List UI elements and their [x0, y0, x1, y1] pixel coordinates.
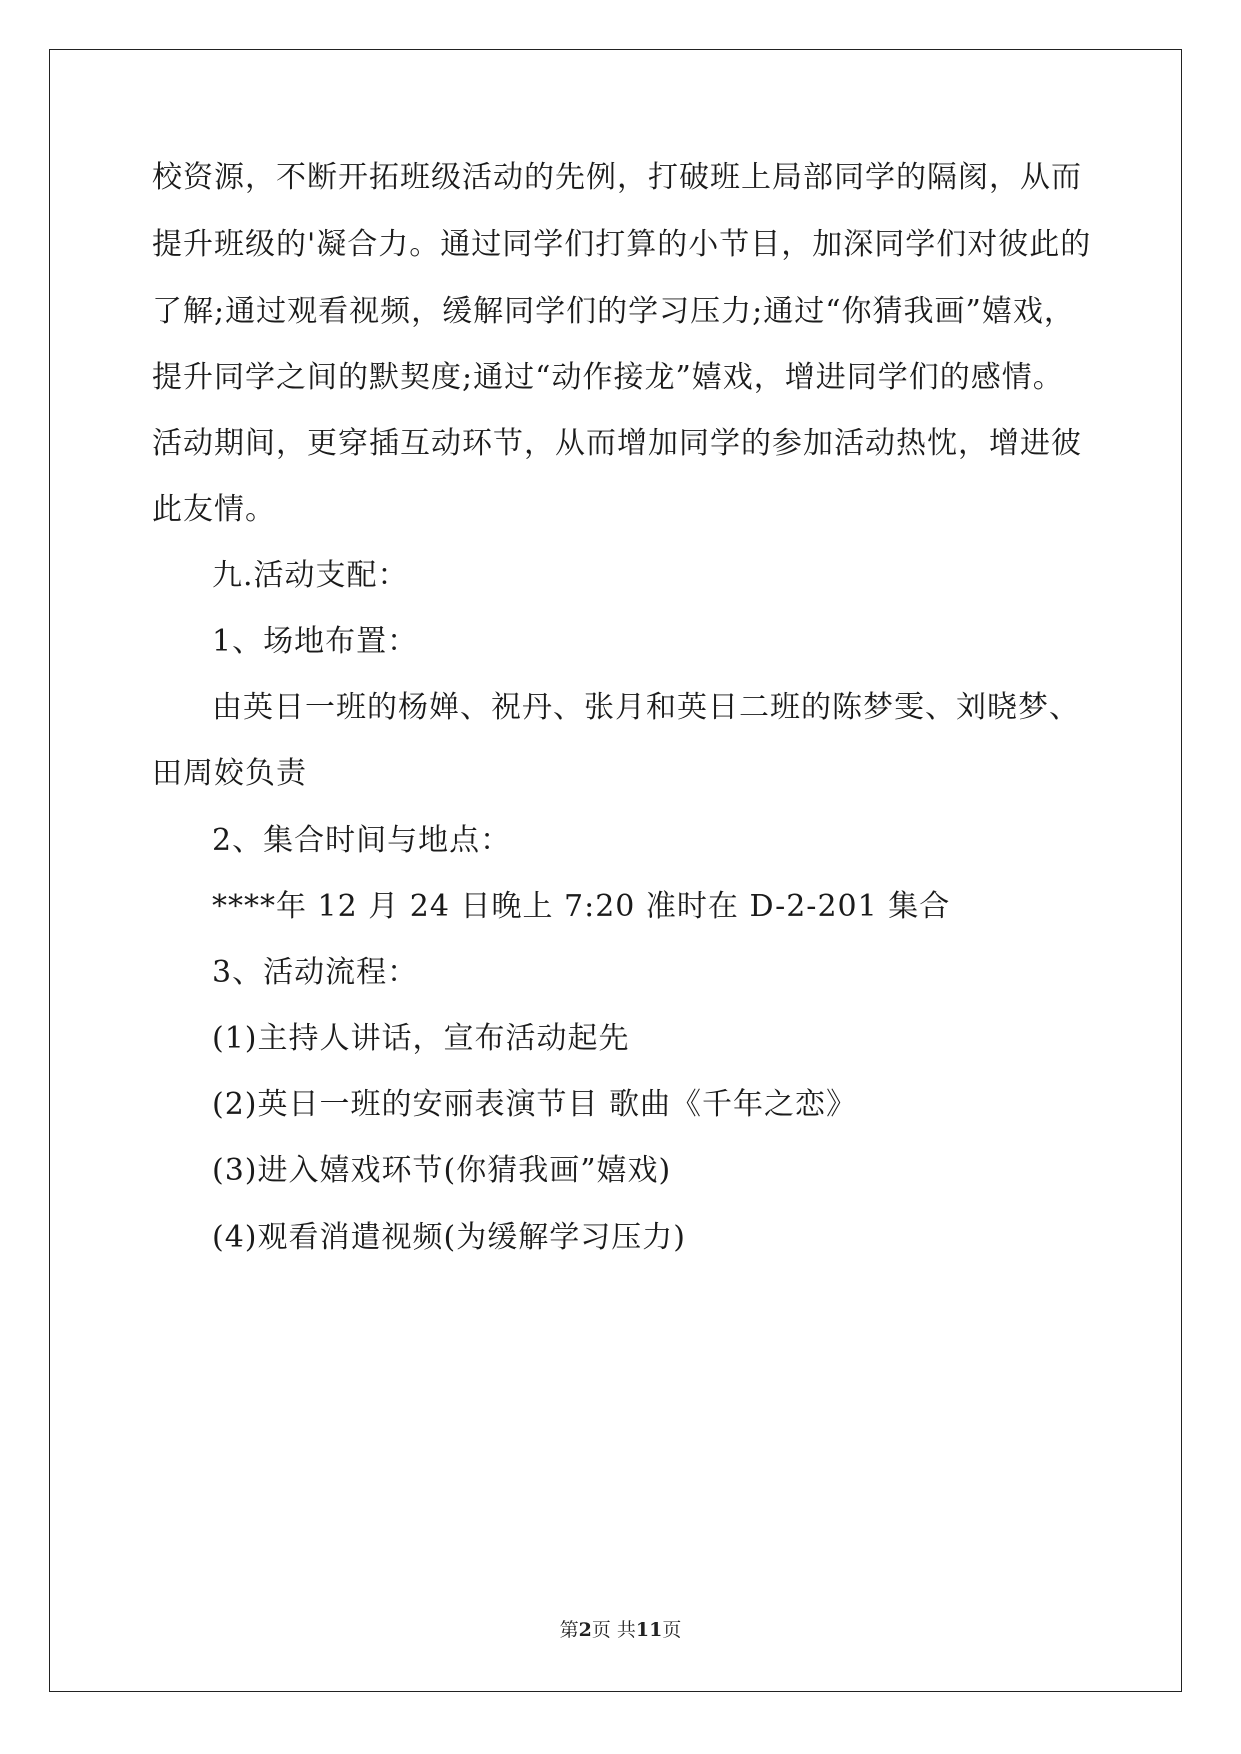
- paragraph-line: 活动期间，更穿插互动环节，从而增加同学的参加活动热忱，增进彼: [152, 426, 1082, 461]
- subsection-heading: 2、集合时间与地点：: [212, 823, 512, 858]
- list-item: (3)进入嬉戏环节(你猜我画”嬉戏): [212, 1153, 672, 1188]
- paragraph-line: 由英日一班的杨婵、祝丹、张月和英日二班的陈梦雯、刘晓梦、: [212, 690, 1080, 725]
- list-item: (1)主持人讲话，宣布活动起先: [212, 1021, 630, 1056]
- paragraph-line: 提升班级的'凝合力。通过同学们打算的小节目，加深同学们对彼此的: [152, 227, 1092, 262]
- footer-total-pages: 11: [635, 1619, 663, 1641]
- subsection-heading: 1、场地布置：: [212, 624, 419, 659]
- paragraph-line: ****年 12 月 24 日晚上 7:20 准时在 D-2-201 集合: [212, 889, 951, 924]
- footer-suffix: 页: [662, 1619, 682, 1641]
- paragraph-line: 此友情。: [152, 492, 276, 527]
- paragraph-line: 提升同学之间的默契度;通过“动作接龙”嬉戏，增进同学们的感情。: [152, 360, 1064, 395]
- list-item: (4)观看消遣视频(为缓解学习压力): [212, 1220, 686, 1255]
- subsection-heading: 3、活动流程：: [212, 955, 419, 990]
- section-heading: 九.活动支配：: [212, 558, 409, 593]
- footer-prefix: 第: [559, 1619, 579, 1641]
- paragraph-line: 了解;通过观看视频，缓解同学们的学习压力;通过“你猜我画”嬉戏，: [152, 294, 1075, 329]
- footer-page-number: 2: [578, 1619, 592, 1641]
- page-footer: [0, 1618, 1241, 1642]
- list-item: (2)英日一班的安丽表演节目 歌曲《千年之恋》: [212, 1087, 858, 1122]
- paragraph-line: 校资源，不断开拓班级活动的先例，打破班上局部同学的隔阂，从而: [152, 160, 1082, 195]
- footer-middle: 页 共: [591, 1619, 636, 1641]
- paragraph-line: 田周姣负责: [152, 756, 307, 791]
